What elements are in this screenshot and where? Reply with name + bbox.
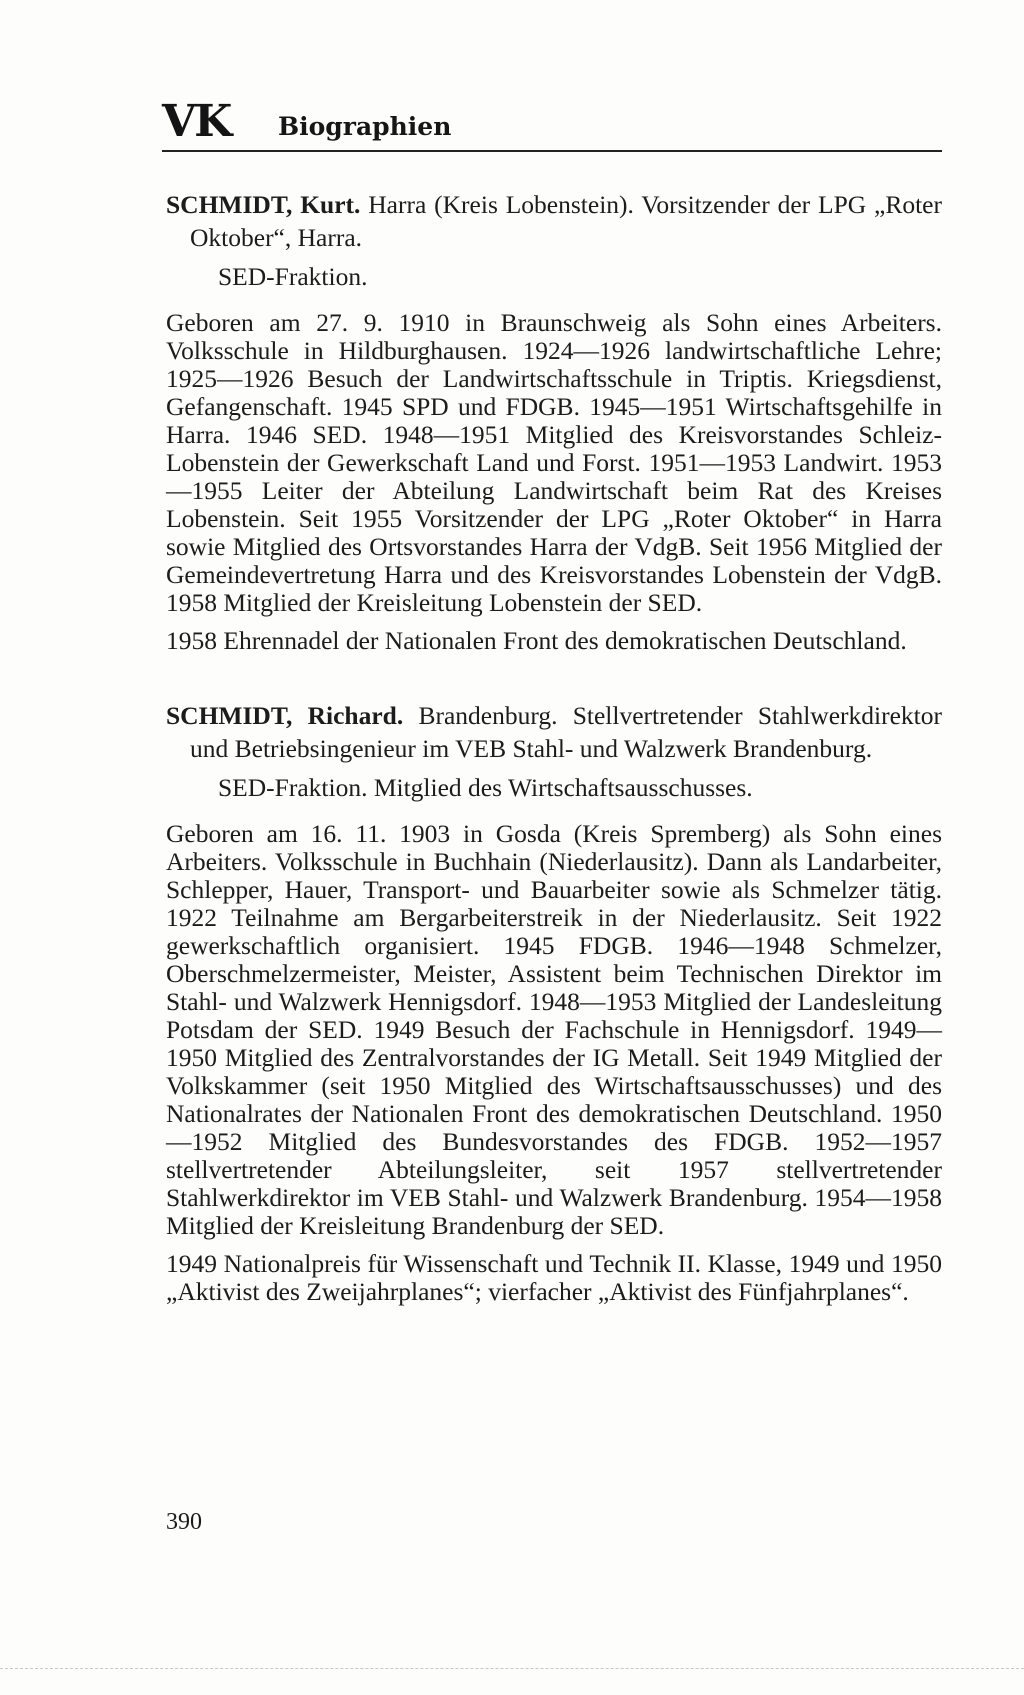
entry-faction: SED-Fraktion. xyxy=(218,262,368,291)
entry-summary: Brandenburg. Stellvertretender Stahlwerkdirektor und Betriebsingenieur im VEB Stahl- und Walzwerk Brandenburg. xyxy=(190,701,942,763)
entry-heading xyxy=(166,699,942,765)
page-number: 390 xyxy=(166,1509,202,1535)
entry-summary: Harra (Kreis Lobenstein). Vorsitzender der LPG „Roter Oktober“, Harra. xyxy=(190,190,942,252)
volkskammer-logo: VK xyxy=(162,96,231,147)
biography-list xyxy=(166,188,942,1350)
entry-name: SCHMIDT, Richard. xyxy=(166,701,404,730)
entry-faction: SED-Fraktion. Mitglied des Wirtschaftsausschusses. xyxy=(218,773,753,802)
entry-awards: 1958 Ehrennadel der Nationalen Front des demokratischen Deutschland. xyxy=(166,626,907,655)
biography-entry-kurt-schmidt xyxy=(166,188,942,655)
entry-awards: 1949 Nationalpreis für Wissenschaft und Technik II. Klasse, 1949 und 1950 „Aktivist des Zweijahrplanes“; vierfacher „Aktivist des Fünfjahrplanes“. xyxy=(166,1249,942,1306)
entry-name: SCHMIDT, Kurt. xyxy=(166,190,361,219)
header-divider xyxy=(162,150,942,152)
section-title: Biographien xyxy=(278,112,452,141)
biography-entry-richard-schmidt xyxy=(166,699,942,1306)
entry-heading xyxy=(166,188,942,254)
entry-biography: Geboren am 27. 9. 1910 in Braunschweig als Sohn eines Arbeiters. Volksschule in Hildburghausen. 1924—1926 landwirtschaftliche Lehre; 1925—1926 Besuch der Landwirtschaftsschule in Triptis. Kriegsdienst, Gefangenschaft. 1945 SPD und FDGB. 1945—1951 Wirtschaftsgehilfe in Harra. 1946 SED. 1948—1951 Mitglied des Kreisvorstandes Schleiz-Lobenstein der Gewerkschaft Land und Forst. 1951—1953 Landwirt. 1953—1955 Leiter der Abteilung Landwirtschaft beim Rat des Kreises Lobenstein. Seit 1955 Vorsitzender der LPG „Roter Oktober“ in Harra sowie Mitglied des Ortsvorstandes Harra der VdgB. Seit 1956 Mitglied der Gemeindevertretung Harra und des Kreisvorstandes Lobenstein der VdgB. 1958 Mitglied der Kreisleitung Lobenstein der SED. xyxy=(166,308,942,617)
entry-biography: Geboren am 16. 11. 1903 in Gosda (Kreis Spremberg) als Sohn eines Arbeiters. Volksschule in Buchhain (Niederlausitz). Dann als Landarbeiter, Schlepper, Hauer, Transport- und Bauarbeiter sowie als Schmelzer tätig. 1922 Teilnahme am Bergarbeiterstreik in der Niederlausitz. Seit 1922 gewerkschaftlich organisiert. 1945 FDGB. 1946—1948 Schmelzer, Oberschmelzermeister, Meister, Assistent beim Technischen Direktor im Stahl- und Walzwerk Hennigsdorf. 1948—1953 Mitglied der Landesleitung Potsdam der SED. 1949 Besuch der Fachschule in Hennigsdorf. 1949—1950 Mitglied des Zentralvorstandes der IG Metall. Seit 1949 Mitglied der Volkskammer (seit 1950 Mitglied des Wirtschaftsausschusses) und des Nationalrates der Nationalen Front des demokratischen Deutschland. 1950—1952 Mitglied des Bundesvorstandes des FDGB. 1952—1957 stellvertretender Abteilungsleiter, seit 1957 stellvertretender Stahlwerkdirektor im VEB Stahl- und Walzwerk Brandenburg. 1954—1958 Mitglied der Kreisleitung Brandenburg der SED. xyxy=(166,819,942,1240)
scan-edge-divider xyxy=(0,1668,1024,1669)
page-header xyxy=(162,98,942,160)
